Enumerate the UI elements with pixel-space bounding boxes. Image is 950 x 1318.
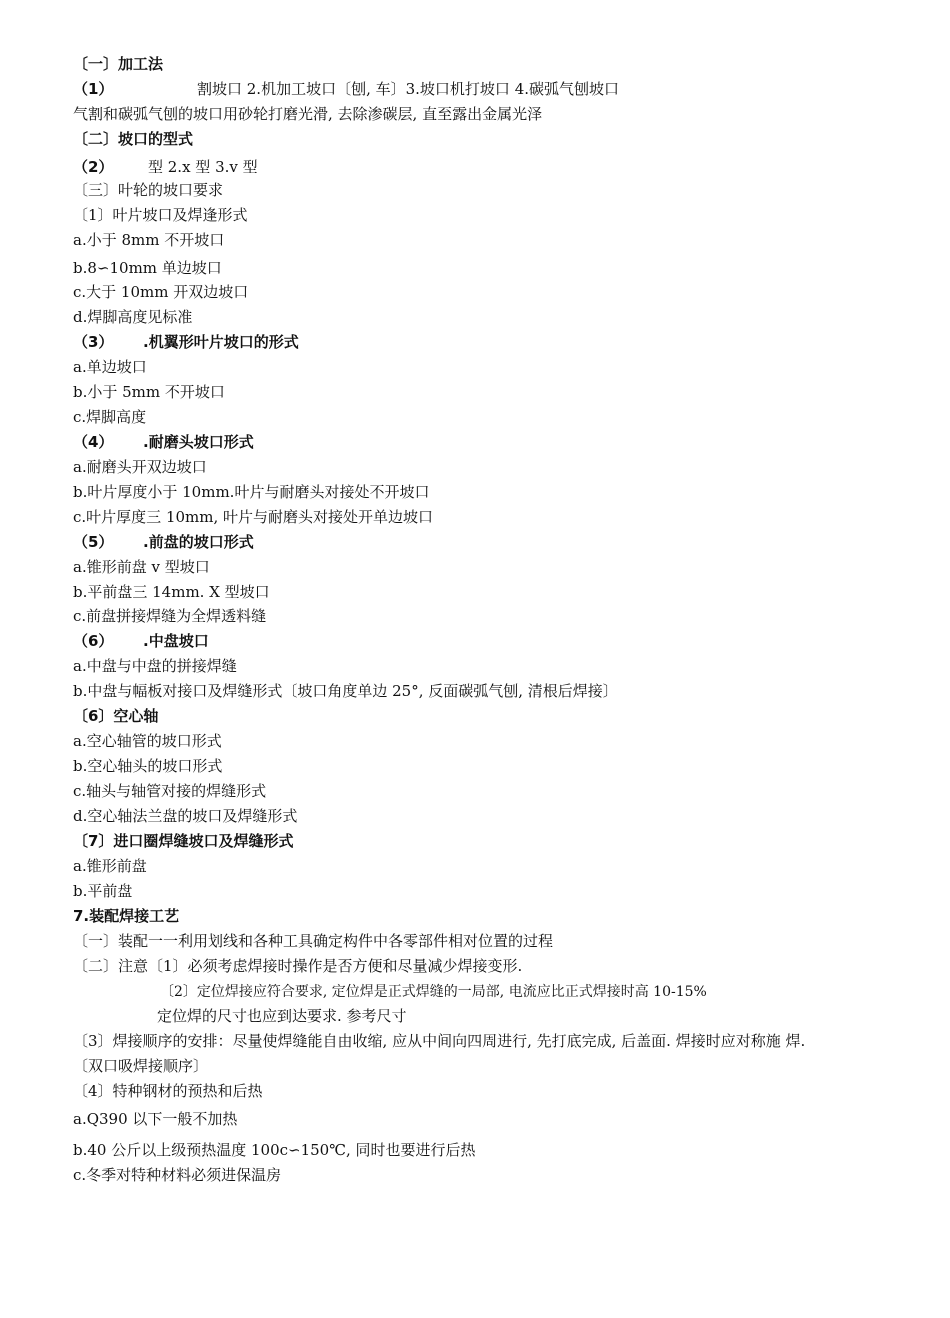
list-item: c.冬季对特种材料必须进保温房 — [73, 1166, 282, 1184]
section-heading: （3） .机翼形叶片坡口的形式 — [73, 333, 299, 351]
chapter-heading: 7.装配焊接工艺 — [73, 907, 180, 925]
list-item: a.Q390 以下一般不加热 — [73, 1110, 238, 1128]
list-item: （1） 割坡口 2.机加工坡口〔刨, 车〕3.坡口机打坡口 4.碳弧气刨坡口 — [73, 80, 620, 98]
section-heading: （5） .前盘的坡口形式 — [73, 533, 254, 551]
paragraph: 〔一〕装配一一利用划线和各种工具确定构件中各零部件相对位置的过程 — [73, 932, 554, 950]
paragraph: 〔2〕定位焊接应符合要求, 定位焊是正式焊缝的一局部, 电流应比正式焊接时高 10-15% — [160, 984, 707, 1000]
paragraph: 〔双口吸焊接顺序〕 — [73, 1057, 209, 1075]
list-item: a.小于 8mm 不开坡口 — [73, 231, 225, 249]
list-item: b.8∽10mm 单边坡口 — [73, 259, 222, 277]
list-item: a.锥形前盘 — [73, 857, 147, 875]
section-heading: 〔7〕进口圈焊缝坡口及焊缝形式 — [73, 832, 294, 850]
subsection-heading: 〔1〕叶片坡口及焊逢形式 — [73, 206, 248, 224]
list-item: c.大于 10mm 开双边坡口 — [73, 283, 249, 301]
section-heading: 〔6〕空心轴 — [73, 707, 159, 725]
list-item: c.前盘拼接焊缝为全焊透料缝 — [73, 607, 267, 625]
list-item: d.焊脚高度见标准 — [73, 308, 193, 326]
paragraph: 〔二〕注意〔1〕必须考虑焊接时操作是否方便和尽量减少焊接变形. — [73, 957, 523, 975]
list-item: c.焊脚高度 — [73, 408, 147, 426]
list-item: c.叶片厚度三 10mm, 叶片与耐磨头对接处开单边坡口 — [73, 508, 434, 526]
subsection-heading: 〔4〕特种钢材的预热和后热 — [73, 1082, 263, 1100]
list-item: a.锥形前盘 v 型坡口 — [73, 558, 210, 576]
list-item: b.空心轴头的坡口形式 — [73, 757, 223, 775]
paragraph: 〔3〕焊接顺序的安排：尽量使焊缝能自由收缩, 应从中间向四周进行, 先打底完成, 后盖面. 焊接时应对称施 焊. — [73, 1032, 806, 1050]
list-item: a.空心轴管的坡口形式 — [73, 732, 222, 750]
list-item: d.空心轴法兰盘的坡口及焊缝形式 — [73, 807, 298, 825]
list-item: b.40 公斤以上级预热温度 100c∽150℃, 同时也要进行后热 — [73, 1141, 476, 1159]
list-item: b.平前盘三 14mm. X 型坡口 — [73, 583, 270, 601]
section-heading: （6） .中盘坡口 — [73, 632, 209, 650]
section-heading: （4） .耐磨头坡口形式 — [73, 433, 254, 451]
list-item: b.中盘与幅板对接口及焊缝形式〔坡口角度单边 25°, 反面碳弧气刨, 清根后焊接〕 — [73, 682, 618, 700]
list-item: a.单边坡口 — [73, 358, 147, 376]
list-item: b.平前盘 — [73, 882, 133, 900]
paragraph: 定位焊的尺寸也应到达要求. 参考尺寸 — [157, 1007, 407, 1025]
paragraph: 气割和碳弧气刨的坡口用砂轮打磨光滑, 去除渗碳层, 直至露出金属光泽 — [73, 105, 543, 123]
section-heading: 〔一〕加工法 — [73, 55, 164, 73]
list-item: a.耐磨头开双边坡口 — [73, 458, 207, 476]
list-item: a.中盘与中盘的拼接焊缝 — [73, 657, 237, 675]
section-heading: 〔二〕坡口的型式 — [73, 130, 194, 148]
list-item: c.轴头与轴管对接的焊缝形式 — [73, 782, 267, 800]
list-item: b.小于 5mm 不开坡口 — [73, 383, 225, 401]
list-item: （2） 型 2.x 型 3.v 型 — [73, 158, 258, 176]
list-item: b.叶片厚度小于 10mm.叶片与耐磨头对接处不开坡口 — [73, 483, 430, 501]
section-heading: 〔三〕叶轮的坡口要求 — [73, 181, 224, 199]
